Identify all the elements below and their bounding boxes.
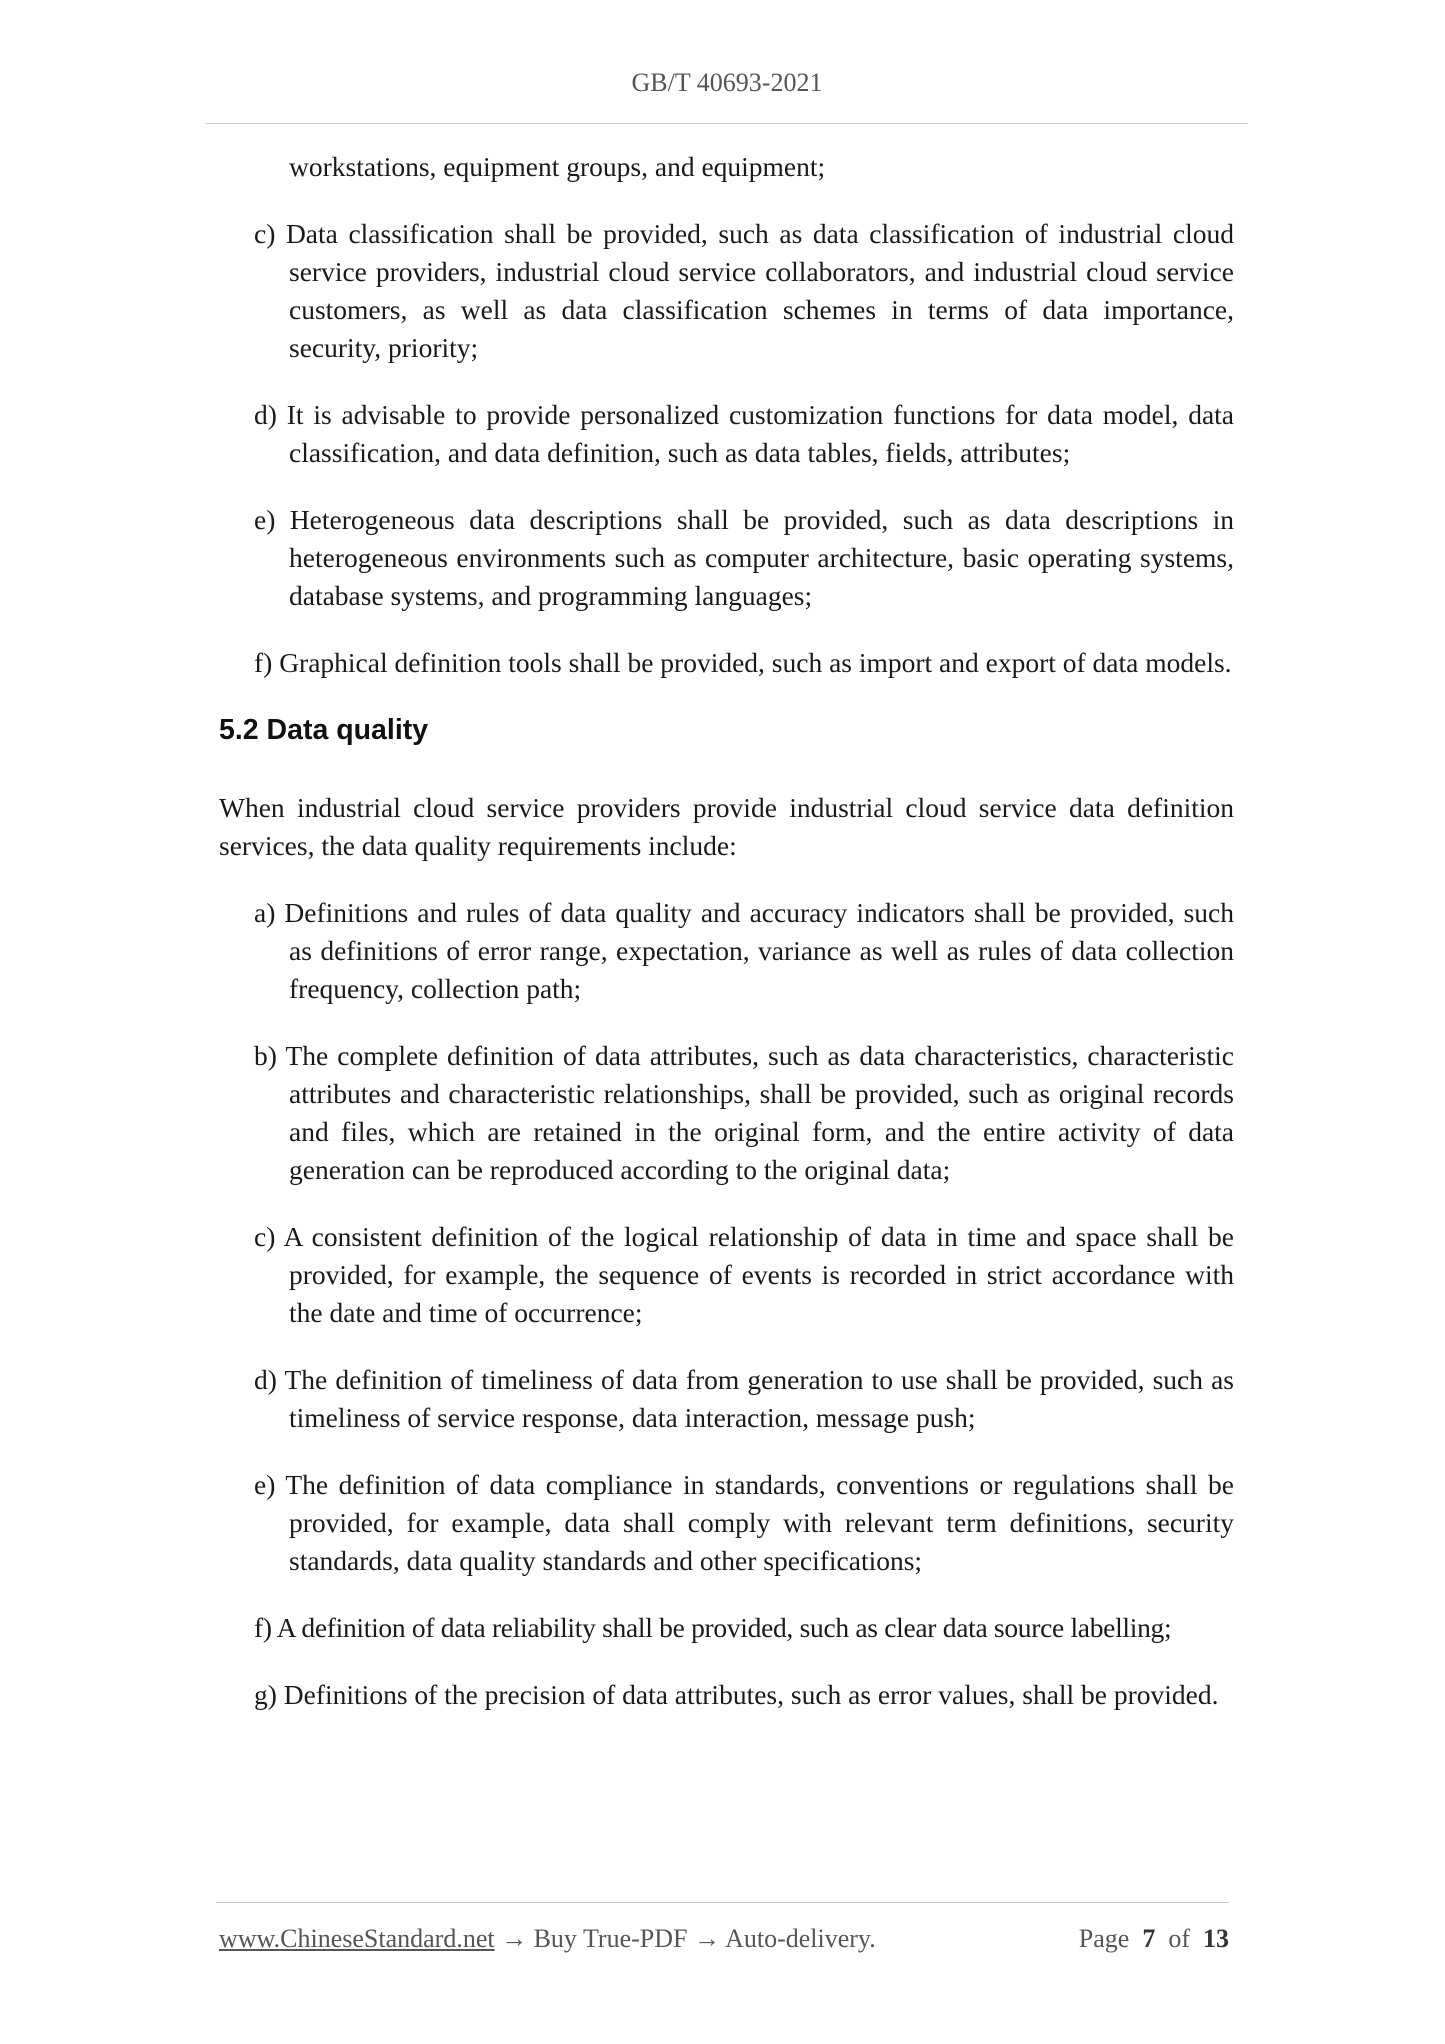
arrow-right-icon: → bbox=[501, 1924, 528, 1953]
delivery-text: Auto-delivery. bbox=[725, 1924, 876, 1953]
section-intro: When industrial cloud service providers provide industrial cloud service data definition services, the data quality requirements include: bbox=[219, 792, 1234, 861]
continued-list-item: workstations, equipment groups, and equipment; bbox=[289, 151, 826, 182]
of-label: of bbox=[1168, 1924, 1190, 1953]
quality-item-b: b) The complete definition of data attributes, such as data characteristics, characteristic attributes and characteristic relationships, shall be provided, such as original records and files, which are retained in the original form, and the entire activity of data generation can be reproduced according to the original data; bbox=[254, 1040, 1234, 1185]
buy-pdf-text: Buy True-PDF bbox=[533, 1924, 688, 1953]
site-link[interactable]: www.ChineseStandard.net bbox=[219, 1924, 495, 1953]
page-label: Page bbox=[1078, 1924, 1130, 1953]
quality-item-d: d) The definition of timeliness of data from generation to use shall be provided, such as timeliness of service response, data interaction, message push; bbox=[254, 1364, 1234, 1433]
quality-item-f: f) A definition of data reliability shall be provided, such as clear data source labelling; bbox=[254, 1612, 1172, 1643]
list-item-e: e) Heterogeneous data descriptions shall be provided, such as data descriptions in heterogeneous environments such as computer architecture, basic operating systems, database systems, and programming languages; bbox=[254, 504, 1234, 611]
total-pages: 13 bbox=[1203, 1924, 1229, 1953]
quality-item-g: g) Definitions of the precision of data attributes, such as error values, shall be provided. bbox=[254, 1679, 1219, 1710]
page-number bbox=[1079, 1924, 1229, 1954]
current-page: 7 bbox=[1142, 1924, 1156, 1953]
header-divider bbox=[206, 123, 1248, 124]
list-item-d: d) It is advisable to provide personalized customization functions for data model, data classification, and data definition, such as data tables, fields, attributes; bbox=[254, 399, 1234, 468]
footer-promo bbox=[219, 1924, 876, 1954]
quality-item-c: c) A consistent definition of the logical relationship of data in time and space shall be provided, for example, the sequence of events is recorded in strict accordance with the date and time of occurrence; bbox=[254, 1221, 1234, 1328]
list-item-c: c) Data classification shall be provided, such as data classification of industrial cloud service providers, industrial cloud service collaborators, and industrial cloud service customers, as well as data classification schemes in terms of data importance, security, priority; bbox=[254, 218, 1234, 363]
quality-item-e: e) The definition of data compliance in standards, conventions or regulations shall be provided, for example, data shall comply with relevant term definitions, security standards, data quality standards and other specifications; bbox=[254, 1469, 1234, 1576]
section-heading: 5.2 Data quality bbox=[219, 714, 429, 746]
page-body bbox=[219, 148, 1234, 1743]
quality-item-a: a) Definitions and rules of data quality and accuracy indicators shall be provided, such as definitions of error range, expectation, variance as well as rules of data collection frequency, collection path; bbox=[254, 897, 1234, 1004]
footer-divider bbox=[216, 1902, 1229, 1903]
list-item-f: f) Graphical definition tools shall be provided, such as import and export of data models. bbox=[254, 647, 1232, 678]
arrow-right-icon: → bbox=[694, 1924, 720, 1953]
document-id-header: GB/T 40693-2021 bbox=[631, 68, 823, 97]
